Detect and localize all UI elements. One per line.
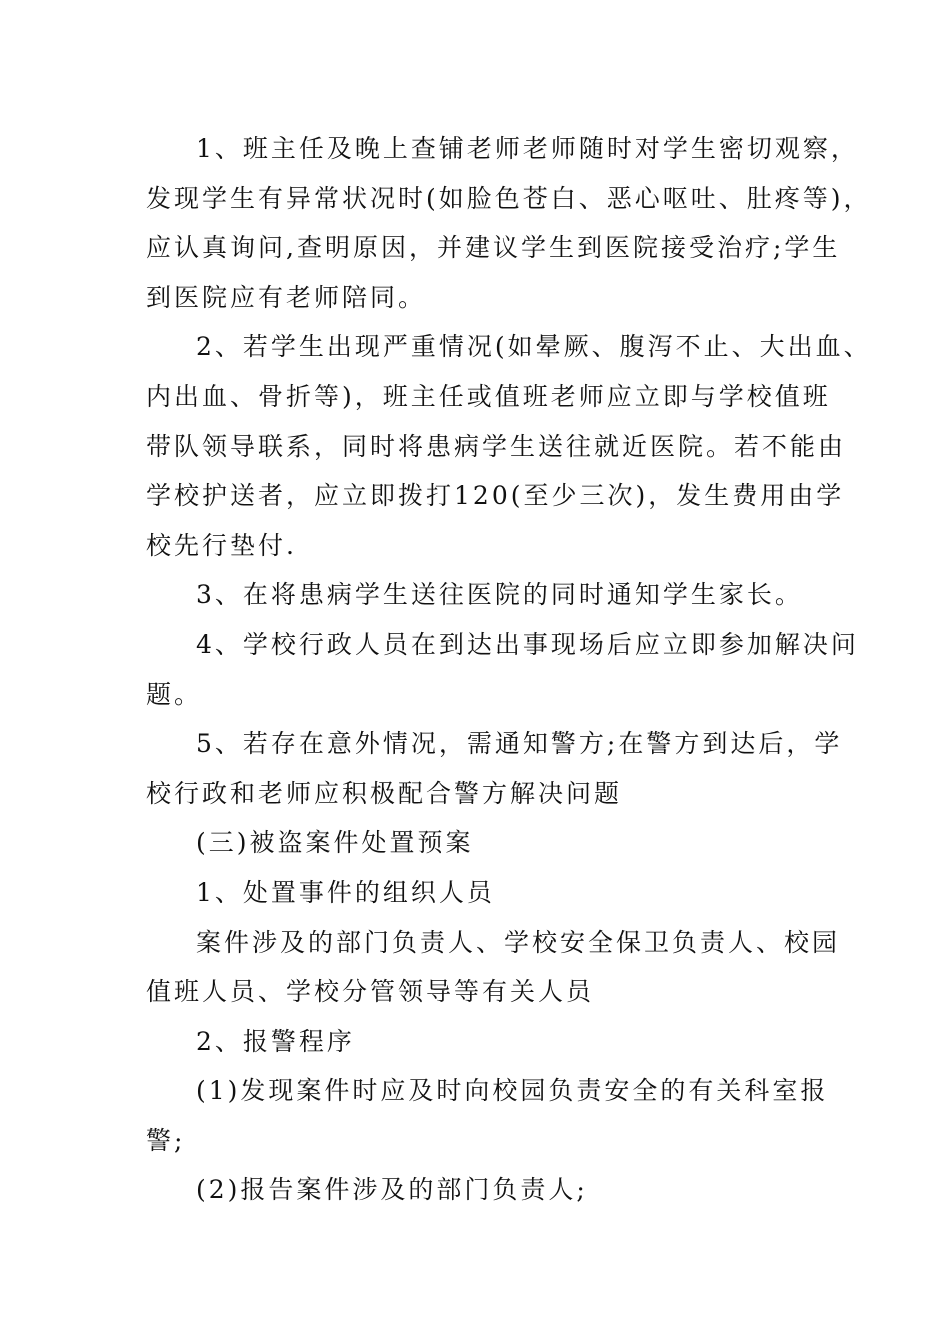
text-line: 案件涉及的部门负责人、学校安全保卫负责人、校园	[196, 927, 841, 957]
text-line: 内出血、骨折等)，班主任或值班老师应立即与学校值班	[146, 381, 831, 411]
text-line: 1、班主任及晚上查铺老师老师随时对学生密切观察，	[196, 134, 859, 163]
document-body	[146, 124, 872, 1215]
text-line: 题。	[146, 679, 203, 709]
text-line: 到医院应有老师陪同。	[146, 282, 427, 312]
text-line: 校行政和老师应积极配合警方解决问题	[146, 778, 623, 808]
text-line: 2、若学生出现严重情况(如晕厥、腹泻不止、大出血、	[196, 332, 872, 362]
text-line: 值班人员、学校分管领导等有关人员	[146, 977, 595, 1007]
text-line: 2、报警程序	[196, 1026, 355, 1056]
text-line: 校先行垫付.	[146, 530, 297, 560]
text-line: 带队领导联系，同时将患病学生送往就近医院。若不能由	[146, 431, 847, 461]
text-line: 3、在将患病学生送往医院的同时通知学生家长。	[196, 580, 803, 610]
section-heading: (三)被盗案件处置预案	[196, 828, 474, 858]
text-line: 1、处置事件的组织人员	[196, 877, 495, 907]
text-line: 警;	[146, 1125, 186, 1155]
text-line: 发现学生有异常状况时(如脸色苍白、恶心呕吐、肚疼等)，	[146, 183, 872, 213]
text-line: 应认真询问,查明原因，并建议学生到医院接受治疗;学生	[146, 233, 841, 263]
text-line: 4、学校行政人员在到达出事现场后应立即参加解决问	[196, 629, 859, 659]
text-line: 学校护送者，应立即拨打120(至少三次)，发生费用由学	[146, 481, 845, 511]
text-line: (2)报告案件涉及的部门负责人;	[196, 1175, 588, 1205]
text-line: (1)发现案件时应及时向校园负责安全的有关科室报	[196, 1076, 829, 1106]
text-line: 5、若存在意外情况，需通知警方;在警方到达后，学	[196, 729, 843, 759]
